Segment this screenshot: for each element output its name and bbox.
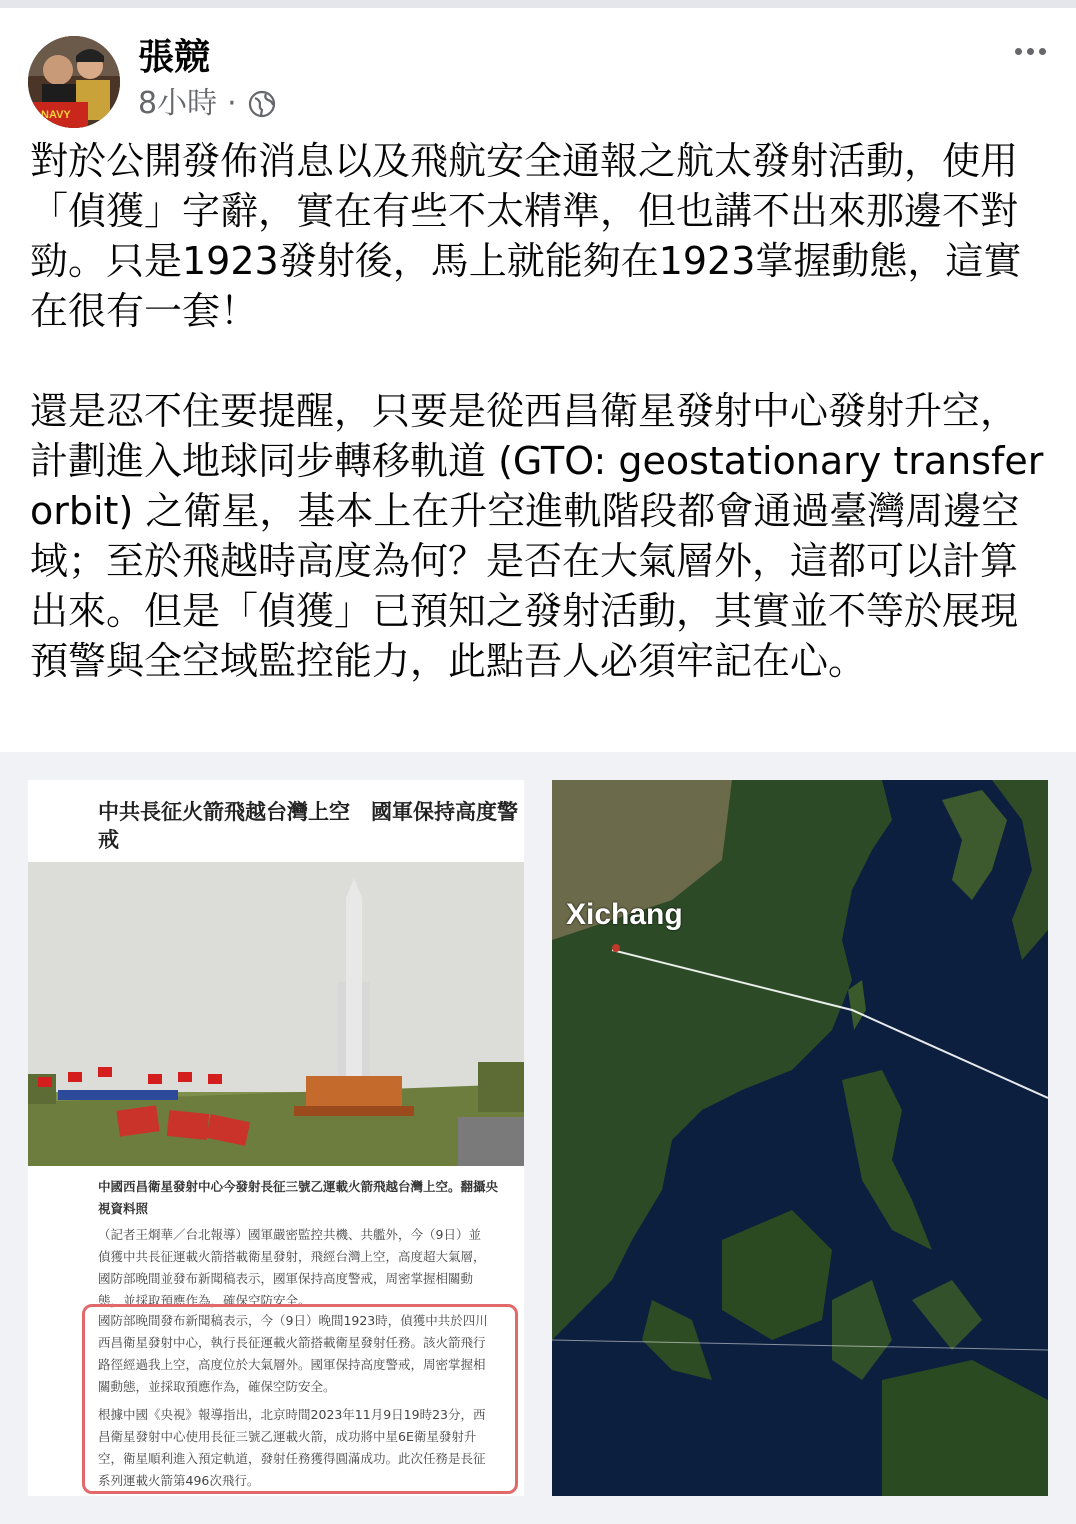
article-title: 中共長征火箭飛越台灣上空 國軍保持高度警戒 xyxy=(98,800,518,852)
post-time[interactable]: 8小時 xyxy=(138,86,218,121)
article-paragraph-2: 國防部晚間發布新聞稿表示，今（9日）晚間1923時，偵獲中共於四川西昌衛星發射中心，執行長征運載火箭搭載衛星發射任務。該火箭飛行路徑經過我上空，高度位於大氣層外。國軍保持高度警戒，周密掌握相關動態，並採取預應作為，確保空防安全。 xyxy=(98,1313,488,1394)
article-paragraph-1: （記者王烱華／台北報導）國軍嚴密監控共機、共艦外，今（9日）並偵獲中共長征運載火箭搭載衛星發射，飛經台灣上空，高度超大氣層，國防部晚間並發布新聞稿表示，國軍保持高度警戒，周密掌握相關動態，並採取預應作為，確保空防安全。 xyxy=(98,1227,486,1308)
flight-path-map-image[interactable] xyxy=(552,780,1048,1496)
svg-text:D NAVY: D NAVY xyxy=(30,109,71,121)
post-paragraph-1: 對於公開發佈消息以及飛航安全通報之航太發射活動，使用「偵獲」字辭，實在有些不太精準，但也講不出來那邊不對勁。只是1923發射後，馬上就能夠在1923掌握動態，這實在很有一套！ xyxy=(30,139,1022,333)
top-divider xyxy=(0,0,1076,8)
author-name[interactable]: 張競 xyxy=(138,37,211,78)
highlight-box xyxy=(82,1304,518,1494)
post-meta xyxy=(138,84,277,124)
article-paragraph-3: 根據中國《央視》報導指出，北京時間2023年11月9日19時23分，西昌衛星發射中心使用長征三號乙運載火箭，成功將中星6E衛星發射升空，衛星順利進入預定軌道，發射任務獲得圓滿成功。此次任務是長征系列運載火箭第496次飛行。 xyxy=(98,1407,486,1488)
more-options-icon[interactable] xyxy=(1010,36,1050,66)
satellite-map xyxy=(552,780,1048,1496)
post-paragraph-2: 還是忍不住要提醒，只要是從西昌衛星發射中心發射升空，計劃進入地球同步轉移軌道 (GTO: geostationary transfer orbit) 之衛星，基本上在升空進軌階段都會通過臺灣周邊空域；至於飛越時高度為何？是否在大氣層外，這都可以計算出來。但是「偵獲」已預知之發射活動，其實並不等於展現預警與全空域監控能力，此點吾人必須牢記在心。 xyxy=(30,389,1044,683)
author-avatar[interactable] xyxy=(28,36,120,128)
rocket-launch-photo xyxy=(28,862,524,1166)
map-label-xichang: Xichang xyxy=(566,898,683,931)
news-article-image[interactable] xyxy=(28,780,524,1496)
globe-icon xyxy=(247,89,277,119)
meta-separator: · xyxy=(227,86,237,121)
article-caption: 中國西昌衛星發射中心今發射長征三號乙運載火箭飛越台灣上空。翻攝央視資料照 xyxy=(98,1179,499,1216)
